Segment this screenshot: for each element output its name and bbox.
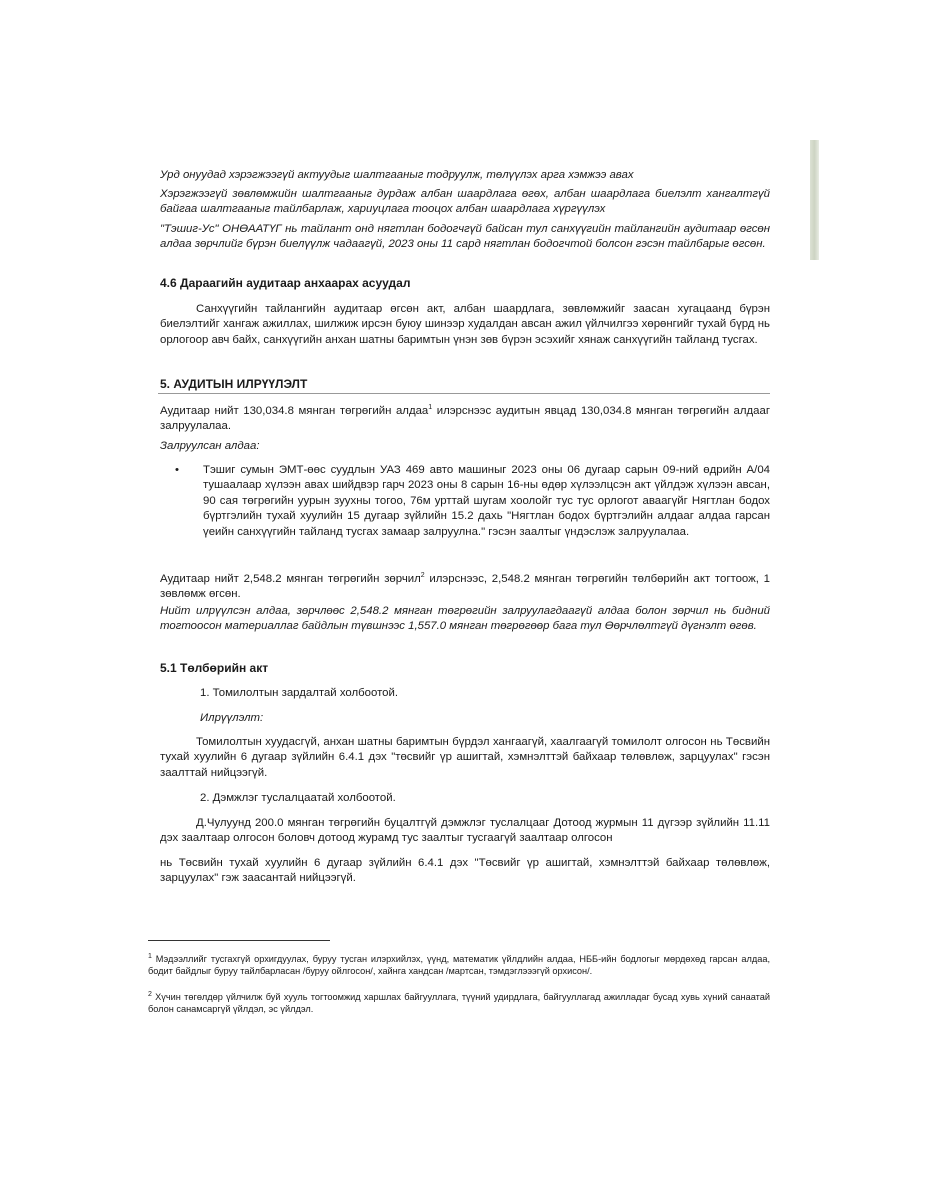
footnote-1-number: 1 bbox=[148, 953, 152, 960]
recommendation-line-3: "Тэшиг-Ус" ОНӨААТҮГ нь тайлант онд нягтлан бодогчгүй байсан тул санхүүгийн тайлангийн аудитаар өгсөн алдаа зөрчлийг бүрэн биелүүлж чадаагүй, 2023 оны 11 сард нягтлан бодогчтой болсон гэсэн тайлбарыг өгсөн. bbox=[160, 223, 770, 251]
audit-conclusion: Нийт илрүүлсэн алдаа, зөрчлөөс 2,548.2 мянган төгрөгийн залруулагдаагүй алдаа болон зөрчил нь бидний тогтоосон материаллаг байдлын түвшнээс 1,557.0 мянган төгрөгөөр бага тул Өөрчлөлтгүй дүгнэлт өгөв. bbox=[160, 605, 770, 633]
item-1-body: Томилолтын хуудасгүй, анхан шатны баримтын бүрдэл хангаагүй, хаалгаагүй томилолт олгосон нь Төсвийн тухай хуулийн 6 дугаар зүйлийн 6.4.1 дэх "төсвийг үр ашигтай, хэмнэлттэй байхаар төлөвлөж, зарцуулах" гэсэн заалттай нийцээгүй. bbox=[160, 736, 770, 779]
footnote-ref-2: 2 bbox=[420, 572, 425, 579]
item-1-title: 1. Томилолтын зардалтай холбоотой. bbox=[200, 687, 399, 699]
audit-errors-text-a: Аудитаар нийт 130,034.8 мянган төгрөгийн алдаа bbox=[160, 404, 429, 417]
footnote-2-text: Хүчин төгөлдөр үйлчилж буй хууль тогтоомжид харшлах байгууллага, түүний удирдлага, байгууллагад ажилладаг бусад хувь хүний санаатай болон санамсаргүй үйлдэл, эс үйлдэл. bbox=[148, 992, 770, 1015]
footnote-2-number: 2 bbox=[148, 991, 152, 998]
corrected-errors-label: Залруулсан алдаа: bbox=[160, 440, 260, 452]
footnote-separator bbox=[148, 940, 330, 941]
corrected-error-item bbox=[175, 463, 770, 540]
footnote-2 bbox=[148, 989, 770, 1015]
item-2-title: 2. Дэмжлэг туслалцаатай холбоотой. bbox=[200, 792, 396, 804]
footnote-1 bbox=[148, 951, 770, 977]
section-4-6-heading: 4.6 Дараагийн аудитаар анхаарах асуудал bbox=[160, 276, 411, 290]
section-4-6-body: Санхүүгийн тайлангийн аудитаар өгсөн акт, албан шаардлага, зөвлөмжийг заасан хугацаанд бүрэн биелэлтийг хангаж ажиллах, шилжиж ирсэн буюу шинээр худалдан авсан ажил үйлчилгээ хөрөнгийг тухай бүрд нь орлогоор авч байх, санхүүгийн анхан шатны баримтын үнэн зөв бүрэн эсэхийг хянаж санхүүгийн тайланд тусгах. bbox=[160, 303, 770, 346]
item-2-body-b: нь Төсвийн тухай хуулийн 6 дугаар зүйлийн 6.4.1 дэх "Төсвийг үр ашигтай, хэмнэлттэй байхаар төлөвлөж, зарцуулах" гэж заасантай нийцээгүй. bbox=[160, 857, 770, 885]
recommendation-line-2: Хэрэгжээгүй зөвлөмжийн шалтгааныг дурдаж албан шаардлага өгөх, албан шаардлага биелэлт хангалтгүй байгаа шалтгааныг тайлбарлаж, хариуцлага тооцох албан шаардлага хүргүүлэх bbox=[160, 188, 770, 216]
section-5-1-heading: 5.1 Төлбөрийн акт bbox=[160, 661, 269, 675]
footnote-1-text: Мэдээллийг тусгахгүй орхигдуулах, буруу тусган илэрхийлэх, үүнд, математик үйлдлийн алдаа, НББ-ийн бодлогыг мөрдөхөд гарсан алдаа, бодит байдлыг буруу тайлбарласан /буруу ойлгосон/, хайнга хандсан /мартсан, тэмдэглэээгүй орхисон/. bbox=[148, 954, 771, 977]
section-5-heading: 5. АУДИТЫН ИЛРҮҮЛЭЛТ bbox=[160, 377, 308, 391]
finding-label: Илрүүлэлт: bbox=[200, 712, 264, 724]
bullet-icon: • bbox=[175, 464, 179, 476]
item-2-body-a: Д.Чулуунд 200.0 мянган төгрөгийн буцалтгүй дэмжлэг туслалцааг Дотоод журмын 11 дүгээр зүйлийн 11.11 дэх заалтаар олгосон боловч дотоод журамд тус заалтыг тусгаагүй заалтаар олгосон bbox=[160, 817, 770, 845]
scan-edge-mark bbox=[810, 140, 819, 260]
audit-errors-text-b: илэрснээс аудитын явцад 130,034.8 мянган төгрөгийн алдааг залруулалаа. bbox=[160, 404, 770, 433]
audit-errors-paragraph bbox=[160, 400, 770, 435]
violations-paragraph bbox=[160, 568, 770, 603]
section-5-rule bbox=[158, 393, 770, 394]
corrected-error-text: Тэшиг сумын ЭМТ-өөс суудлын УАЗ 469 авто машиныг 2023 оны 06 дугаар сарын 09-ний өдрийн А/04 тушаалаар хүлээн авах шийдвэр гарч 2023 оны 8 сарын 16-ны өдөр хүлээлцсэн акт үйлдэж хүлээн авсан, 90 сая төгрөгийн уурын зуухны тогоо, 76м урттай шугам хоолойг тус тус орлогот аваагүйг Нягтлан бодох бүртгэлийн тухай хуулийн 15 дугаар зүйлийн 15.2 дахь "Нягтлан бодох бүртгэлийн алдааг алдаа гарсан үеийн санхүүгийн тайланд тусгах замаар залруулна." гэсэн заалтыг үндэслэж залруулалаа. bbox=[203, 464, 770, 538]
recommendation-line-1: Урд онуудад хэрэгжээгүй актуудыг шалтгааныг тодруулж, төлүүлэх арга хэмжээ авах bbox=[160, 169, 634, 181]
violations-text-a: Аудитаар нийт 2,548.2 мянган төгрөгийн зөрчил bbox=[160, 572, 421, 585]
footnote-ref-1: 1 bbox=[428, 404, 433, 411]
violations-text-b: илэрснээс, 2,548.2 мянган төгрөгийн төлбөрийн акт тогтоож, 1 зөвлөмж өгсөн. bbox=[160, 572, 770, 601]
